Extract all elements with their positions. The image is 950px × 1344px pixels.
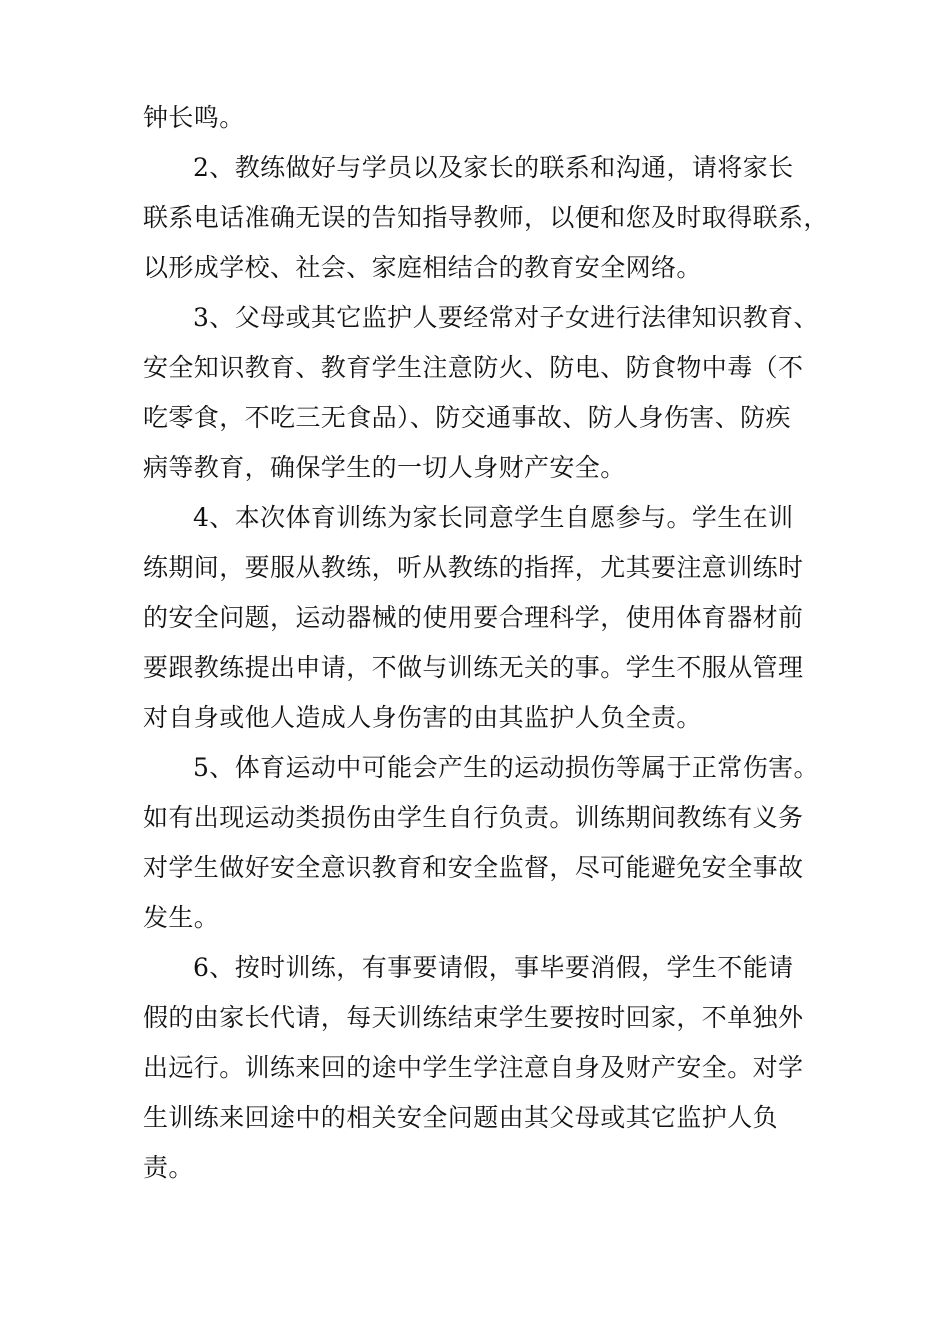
text-line: 生训练来回途中的相关安全问题由其父母或其它监护人负 — [143, 1103, 779, 1132]
text-line: 对自身或他人造成人身伤害的由其监护人负全责。 — [143, 703, 702, 732]
text-line: 假的由家长代请，每天训练结束学生要按时回家，不单独外 — [143, 1003, 804, 1032]
paragraph-6-line: 6、按时训练，有事要请假，事毕要消假，学生不能请 — [193, 953, 794, 982]
text-line: 以形成学校、社会、家庭相结合的教育安全网络。 — [143, 253, 702, 282]
text-line: 出远行。训练来回的途中学生学注意自身及财产安全。对学 — [143, 1053, 804, 1082]
paragraph-3-line: 3、父母或其它监护人要经常对子女进行法律知识教育、 — [193, 303, 819, 332]
text-line: 安全知识教育、教育学生注意防火、防电、防食物中毒（不 — [143, 353, 804, 382]
text-line: 练期间，要服从教练，听从教练的指挥，尤其要注意训练时 — [143, 553, 804, 582]
text-line: 发生。 — [143, 903, 220, 932]
paragraph-4-line: 4、本次体育训练为家长同意学生自愿参与。学生在训 — [193, 503, 794, 532]
text-line: 钟长鸣。 — [143, 103, 245, 132]
text-line: 如有出现运动类损伤由学生自行负责。训练期间教练有义务 — [143, 803, 804, 832]
text-line: 要跟教练提出申请，不做与训练无关的事。学生不服从管理 — [143, 653, 804, 682]
text-line: 对学生做好安全意识教育和安全监督，尽可能避免安全事故 — [143, 853, 804, 882]
text-line: 吃零食，不吃三无食品）、防交通事故、防人身伤害、防疾 — [143, 403, 791, 432]
paragraph-2-line: 2、教练做好与学员以及家长的联系和沟通，请将家长 — [193, 153, 794, 182]
text-line: 病等教育，确保学生的一切人身财产安全。 — [143, 453, 626, 482]
text-line: 的安全问题，运动器械的使用要合理科学，使用体育器材前 — [143, 603, 804, 632]
text-line: 责。 — [143, 1153, 194, 1182]
paragraph-5-line: 5、体育运动中可能会产生的运动损伤等属于正常伤害。 — [193, 753, 819, 782]
text-line: 联系电话准确无误的告知指导教师，以便和您及时取得联系， — [143, 203, 829, 232]
